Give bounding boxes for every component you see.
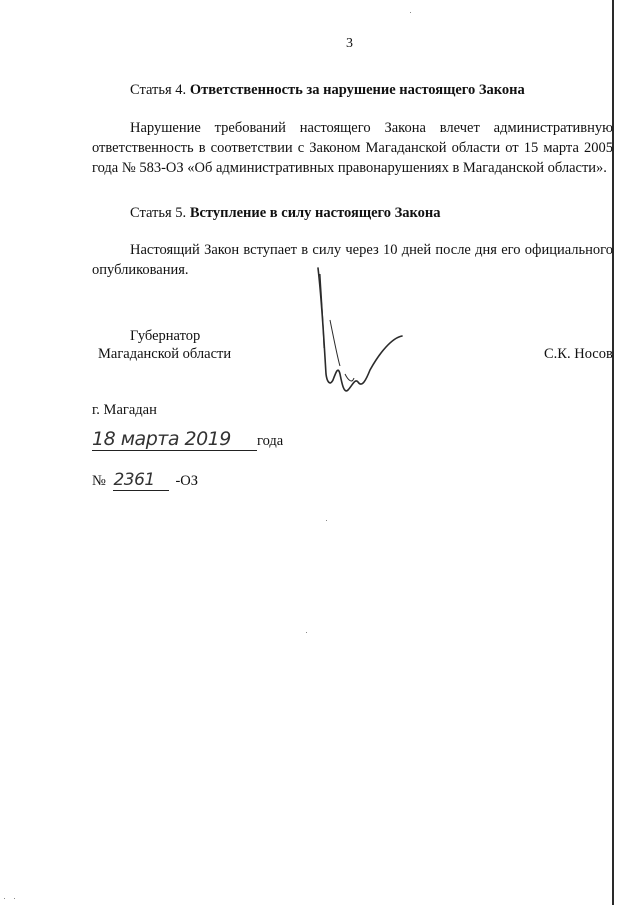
article-4-body: Нарушение требований настоящего Закона влечет административную ответственность в соответствии с Законом Магаданской области от 15 марта 2005 года № 583-ОЗ «Об административных правонарушениях в Магаданской области».	[92, 120, 613, 176]
article-5-heading	[130, 205, 441, 222]
article-4-title: Ответственность за нарушение настоящего Закона	[189, 82, 525, 98]
article-4-heading	[130, 82, 525, 99]
scan-speck	[326, 520, 327, 521]
date-line	[92, 428, 283, 451]
scan-speck	[410, 12, 411, 13]
scan-speck	[4, 898, 5, 899]
scan-speck	[306, 632, 307, 633]
place-of-signing: г. Магадан	[92, 402, 157, 418]
date-handwritten: 18 марта 2019	[92, 428, 231, 450]
law-number-field	[113, 470, 169, 491]
article-4-prefix: Статья 4.	[130, 82, 187, 98]
law-number-prefix: №	[92, 473, 106, 489]
page-number: 3	[346, 36, 353, 51]
article-4-text	[92, 119, 613, 178]
scan-speck	[14, 898, 15, 899]
law-number-line	[92, 470, 198, 491]
article-5-title: Вступление в силу настоящего Закона	[189, 205, 441, 221]
article-5-body: Настоящий Закон вступает в силу через 10 дней после дня его официального опубликования.	[92, 242, 613, 278]
article-5-prefix: Статья 5.	[130, 205, 187, 221]
signatory-position-line2: Магаданской области	[98, 346, 232, 362]
signatory-position-line1: Губернатор	[130, 328, 201, 344]
signatory-name: С.К. Носов	[544, 346, 613, 362]
law-number-handwritten: 2361	[113, 470, 155, 490]
date-field	[92, 428, 257, 451]
date-suffix: года	[257, 433, 284, 449]
law-number-suffix: -ОЗ	[175, 473, 199, 489]
handwritten-signature	[300, 262, 420, 407]
